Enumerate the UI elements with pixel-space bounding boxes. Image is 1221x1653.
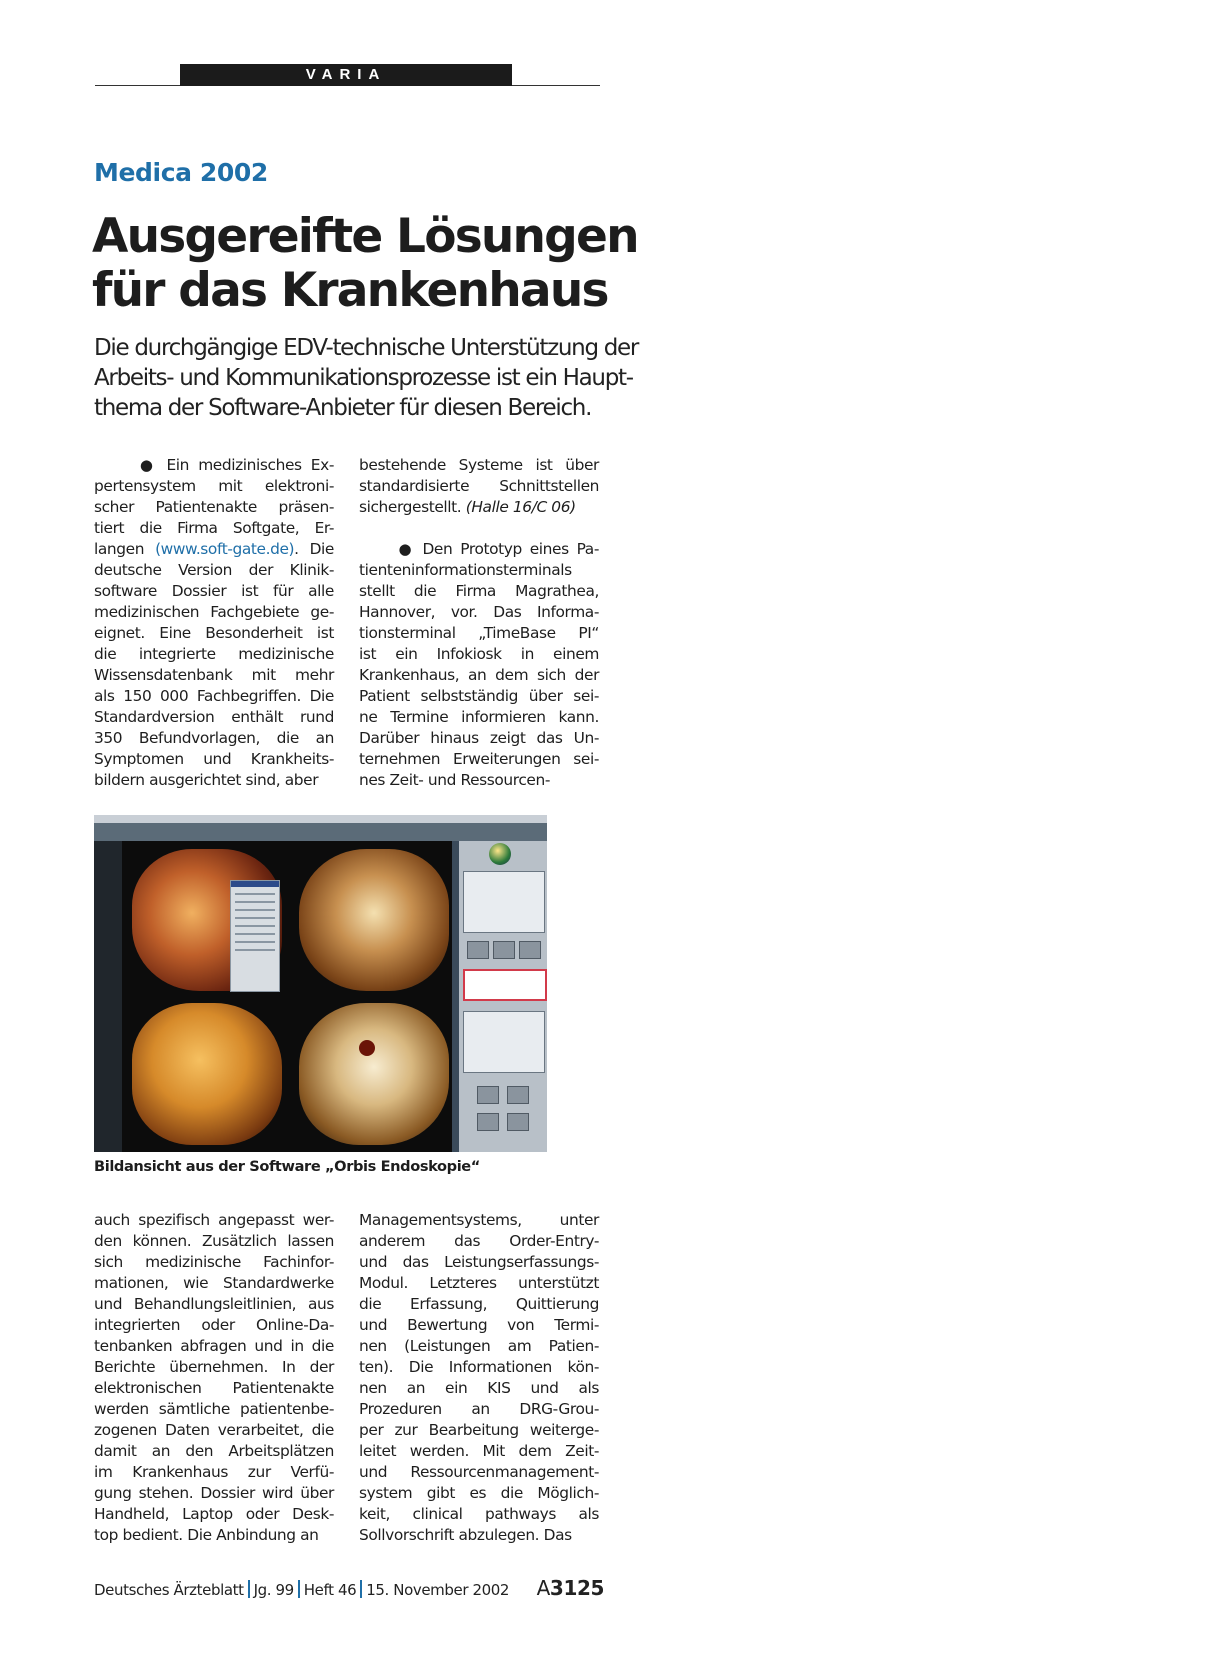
text-line: 350 Befundvorlagen, die an [94,729,334,747]
text-line: ist ein Infokiosk in einem [359,645,599,663]
text-line: deutsche Version der Klinik- [94,561,334,579]
figure-caption: Bildansicht aus der Software „Orbis Endoskopie“ [94,1158,480,1175]
text-line: software Dossier ist für alle [94,582,334,600]
text-line: nen an ein KIS und als [359,1379,599,1397]
text-line: die integrierte medizinische [94,645,334,663]
screenshot-toolbar [94,823,547,841]
screenshot-popup-dialog [230,880,280,992]
text-line: ternehmen Erweiterungen sei- [359,750,599,768]
text-line: und Bewertung von Termi- [359,1316,599,1334]
panel-button [467,941,489,959]
text-line: gung stehen. Dossier wird über [94,1484,334,1502]
text-line: und das Leistungserfassungs- [359,1253,599,1271]
text-line: standardisierte Schnittstellen [359,477,599,495]
bullet-icon: ● [398,540,415,558]
text-line: tiert die Firma Softgate, Er- [94,519,334,537]
lesion-spot [359,1040,375,1056]
screenshot-right-panel [459,841,547,1152]
footer-issue: Heft 46 [303,1581,357,1599]
bullet-icon: ● [139,456,158,474]
footer-separator [298,1580,300,1598]
lead-line: Die durchgängige EDV-technische Unterstützung der [94,335,639,361]
text-line: sichergestellt. (Halle 16/C 06) [359,498,576,516]
text-line: top bedient. Die Anbindung an [94,1526,319,1544]
text-line: medizinischen Fachgebiete ge- [94,603,334,621]
text-line: eignet. Eine Besonderheit ist [94,624,334,642]
text-line: ● Den Prototyp eines Pa- [398,540,599,558]
panel-button [507,1086,529,1104]
text-line: tenbanken abfragen und in die [94,1337,334,1355]
article-headline [92,209,638,318]
text-line: nes Zeit- und Ressourcen- [359,771,550,789]
lead-line: Arbeits- und Kommunikationsprozesse ist ein Haupt- [94,365,633,391]
text-line: Managementsystems, unter [359,1211,599,1229]
text-line: elektronischen Patientenakte [94,1379,334,1397]
text-line: langen (www.soft-gate.de). Die [94,540,334,558]
panel-button [507,1113,529,1131]
text-line: stellt die Firma Magrathea, [359,582,599,600]
article-lead [94,333,639,423]
text-line: tienteninformationsterminals [359,561,572,579]
text-line: pertensystem mit elektroni- [94,477,334,495]
text-line: Sollvorschrift abzulegen. Das [359,1526,572,1544]
endoscopy-image-2 [299,849,449,991]
text-line: scher Patientenakte präsen- [94,498,334,516]
headline-line: Ausgereifte Lösungen [92,209,638,264]
text-column-2 [359,455,599,791]
footer-journal: Deutsches Ärzteblatt [94,1581,244,1599]
text-line: nen (Leistungen am Patien- [359,1337,599,1355]
text-line: Prozeduren an DRG-Grou- [359,1400,599,1418]
article-kicker: Medica 2002 [94,158,268,187]
software-screenshot [94,815,547,1152]
softgate-link[interactable]: (www.soft-gate.de) [155,540,295,558]
text-line: und Ressourcenmanagement- [359,1463,599,1481]
panel-list [463,1011,545,1073]
text-column-1 [94,455,334,791]
panel-button [519,941,541,959]
footer-separator [248,1580,250,1598]
text-line: Modul. Letzteres unterstützt [359,1274,599,1292]
text-line: im Krankenhaus zur Verfü- [94,1463,334,1481]
text-line: die Erfassung, Quittierung [359,1295,599,1313]
text-column-4 [359,1210,599,1546]
text-line: ● Ein medizinisches Ex- [139,456,334,474]
footer-separator [360,1580,362,1598]
hall-reference: (Halle 16/C 06) [465,498,576,516]
text-line: Darüber hinaus zeigt das Un- [359,729,599,747]
text-line: per zur Bearbeitung weiterge- [359,1421,599,1439]
text-line: system gibt es die Möglich- [359,1484,599,1502]
panel-button [493,941,515,959]
section-label: VARIA [180,64,512,86]
screenshot-left-toolbar [94,841,122,1152]
text-line: Berichte übernehmen. In der [94,1358,334,1376]
text-line: Hannover, vor. Das Informa- [359,603,599,621]
globe-icon [489,843,511,865]
text-line: Wissensdatenbank mit mehr [94,666,334,684]
headline-line: für das Krankenhaus [92,263,608,318]
text-line: als 150 000 Fachbegriffen. Die [94,687,334,705]
endoscopy-image-4 [299,1003,449,1145]
text-line: Handheld, Laptop oder Desk- [94,1505,334,1523]
text-line: Symptomen und Krankheits- [94,750,334,768]
page-footer [94,1576,604,1604]
text-line: auch spezifisch angepasst wer- [94,1211,334,1229]
panel-field [463,969,547,1001]
page-number: A3125 [536,1576,604,1600]
text-line: mationen, wie Standardwerke [94,1274,334,1292]
lead-line: thema der Software-Anbieter für diesen Bereich. [94,395,592,421]
paragraph-gap [359,518,599,539]
text-line: keit, clinical pathways als [359,1505,599,1523]
panel-button [477,1086,499,1104]
text-column-3 [94,1210,334,1546]
text-line: und Behandlungsleitlinien, aus [94,1295,334,1313]
text-line: Patient selbstständig über sei- [359,687,599,705]
text-line: bestehende Systeme ist über [359,456,599,474]
text-line: den können. Zusätzlich lassen [94,1232,334,1250]
screenshot-menubar [94,815,547,823]
text-line: tionsterminal „TimeBase PI“ [359,624,599,642]
text-line: ten). Die Informationen kön- [359,1358,599,1376]
text-line: leitet werden. Mit dem Zeit- [359,1442,599,1460]
text-line: zogenen Daten verarbeitet, die [94,1421,334,1439]
endoscopy-image-3 [132,1003,282,1145]
text-line: integrierten oder Online-Da- [94,1316,334,1334]
footer-volume: Jg. 99 [253,1581,294,1599]
footer-date: 15. November 2002 [366,1581,510,1599]
text-line: sich medizinische Fachinfor- [94,1253,334,1271]
panel-list [463,871,545,933]
text-line: anderem das Order-Entry- [359,1232,599,1250]
text-line: werden sämtliche patientenbe- [94,1400,334,1418]
text-line: bildern ausgerichtet sind, aber [94,771,319,789]
text-line: damit an den Arbeitsplätzen [94,1442,334,1460]
text-line: Krankenhaus, an dem sich der [359,666,599,684]
panel-button [477,1113,499,1131]
text-line: ne Termine informieren kann. [359,708,599,726]
text-line: Standardversion enthält rund [94,708,334,726]
